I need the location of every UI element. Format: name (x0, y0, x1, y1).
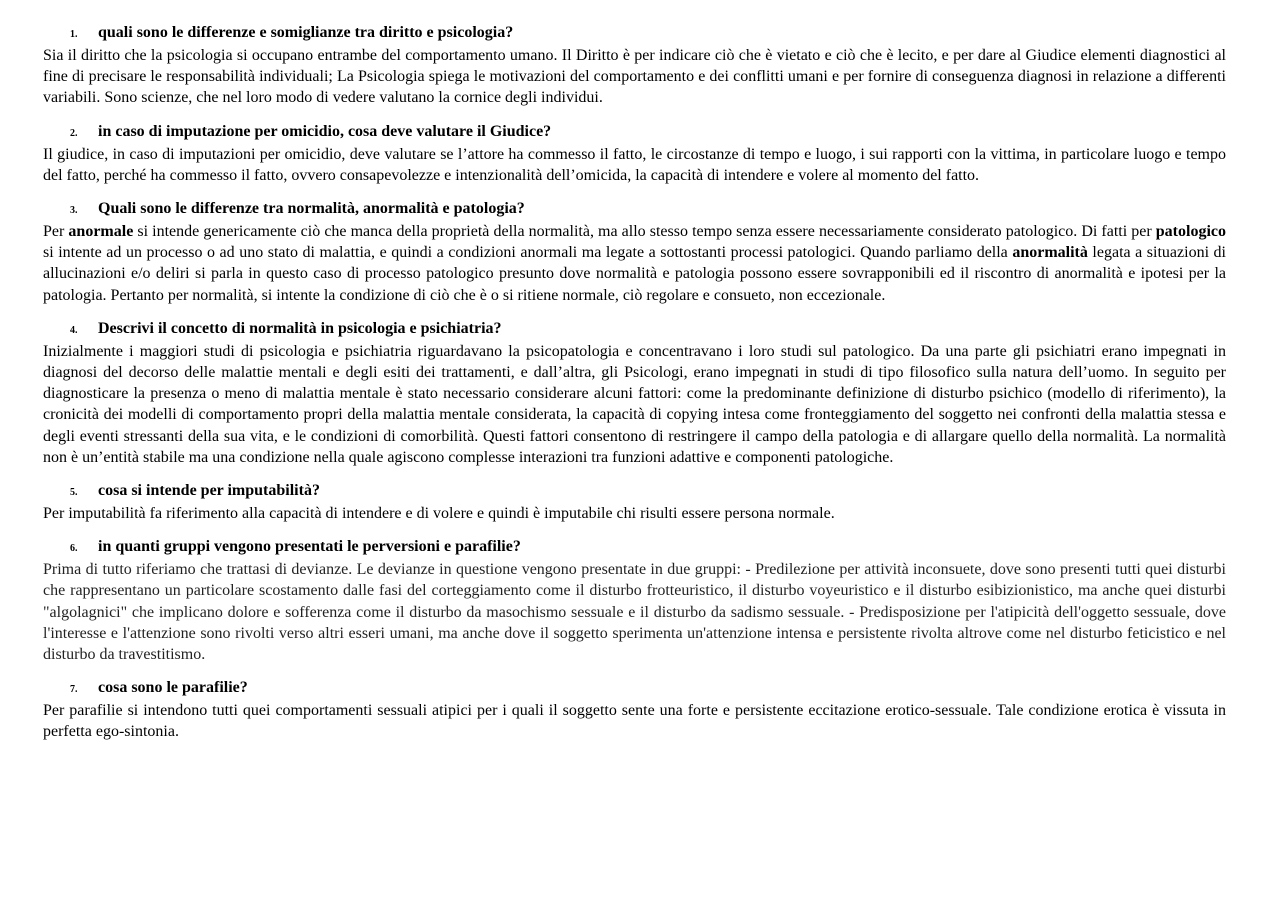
answer-text: legata a situazioni di allucinazioni e/o deliri si parla in questo caso di processo patologico presunto dove normalità e patologia possono essere sovrapponibili ed il riscontro di anormalità e ipotesi per la patologia. Pertanto per normalità, si intente la condizione di ciò che è o si ritiene normale, ciò regolare e consueto, non eccezionale. (43, 244, 1227, 304)
document-body (43, 22, 1226, 755)
list-number: 3. (70, 205, 78, 217)
qa-item-3 (43, 198, 1226, 306)
question-heading (43, 677, 1226, 700)
question-text: Descrivi il concetto di normalità in psicologia e psichiatria? (98, 319, 502, 337)
qa-item-6 (43, 536, 1226, 665)
answer-text: si intente ad un processo o ad uno stato di malattia, e quindi a condizioni anormali ma legate a sottostanti processi patologici. Quando parliamo della (43, 244, 1013, 262)
answer-bold-term: anormalità (1012, 244, 1088, 262)
answer-text: si intende genericamente ciò che manca della proprietà della normalità, ma allo stesso tempo senza essere necessariamente considerato patologico. Di fatti per (133, 223, 1156, 241)
answer-paragraph: Per parafilie si intendono tutti quei comportamenti sessuali atipici per i quali il soggetto sente una forte e persistente eccitazione erotico-sessuale. Tale condizione erotica è vissuta in perfetta ego-sintonia. (43, 702, 1226, 741)
question-heading (43, 22, 1226, 45)
answer-paragraph: Prima di tutto riferiamo che trattasi di devianze. Le devianze in questione vengono presentate in due gruppi: - Predilezione per attività inconsuete, dove sono presenti tutti quei disturbi che rappresentano un particolare scostamento dalle fasi del corteggiamento come il disturbo frotteuristico, il disturbo voyeuristico e il disturbo esibizionistico, ma anche quei disturbi "algolagnici" che implicano dolore e sofferenza come il disturbo da masochismo sessuale e il disturbo da sadismo sessuale. - Predisposizione per l'atipicità dell'oggetto sessuale, dove l'interesse e l'attenzione sono rivolti verso altri esseri umani, ma anche dove il soggetto sperimenta un'attenzione intensa e persistente rivolta altrove come nel disturbo feticistico e nel disturbo da travestitismo. (43, 561, 1226, 664)
answer-paragraph: Il giudice, in caso di imputazioni per omicidio, deve valutare se l’attore ha commesso il fatto, le circostanze di tempo e luogo, i sui rapporti con la vittima, in particolare luogo e tempo del fatto, perché ha commesso il fatto, ovvero consapevolezze e intenzionalità dell’omicida, la capacità di intendere e volere al momento del fatto. (43, 145, 1226, 184)
answer-paragraph (43, 221, 1226, 306)
list-number: 2. (70, 127, 78, 139)
list-number: 7. (70, 684, 78, 696)
question-heading (43, 121, 1226, 144)
qa-item-1 (43, 22, 1226, 109)
qa-item-5 (43, 480, 1226, 524)
list-number: 1. (70, 29, 78, 40)
answer-paragraph: Sia il diritto che la psicologia si occupano entrambe del comportamento umano. Il Diritto è per indicare ciò che è vietato e ciò che è lecito, e per dare al Giudice elementi diagnostici al fine di precisare le responsabilità individuali; La Psicologia spiega le motivazioni del comportamento e dei conflitti umani e per fornire di conseguenza diagnosi in relazione a differenti variabili. Sono scienze, che nel loro modo di vedere valutano la cornice degli individui. (43, 47, 1226, 107)
qa-item-4 (43, 318, 1226, 468)
qa-item-2 (43, 121, 1226, 186)
list-number: 5. (70, 487, 78, 499)
answer-bold-term: anormale (68, 223, 134, 241)
question-heading (43, 536, 1226, 559)
question-heading (43, 480, 1226, 503)
list-number: 6. (70, 543, 78, 555)
answer-text: Per (43, 223, 69, 241)
question-heading (43, 318, 1226, 341)
answer-bold-term: patologico (1155, 223, 1226, 241)
question-text: cosa sono le parafilie? (98, 679, 248, 697)
question-text: cosa si intende per imputabilità? (98, 482, 320, 500)
question-heading (43, 198, 1226, 221)
list-number: 4. (70, 324, 78, 336)
question-text: in caso di imputazione per omicidio, cosa deve valutare il Giudice? (98, 122, 552, 140)
question-text: in quanti gruppi vengono presentati le perversioni e parafilie? (98, 538, 521, 556)
question-text: quali sono le differenze e somiglianze tra diritto e psicologia? (98, 24, 514, 41)
answer-paragraph: Per imputabilità fa riferimento alla capacità di intendere e di volere e quindi è imputabile chi risulti essere persona normale. (43, 505, 835, 523)
qa-item-7 (43, 677, 1226, 742)
answer-paragraph: Inizialmente i maggiori studi di psicologia e psichiatria riguardavano la psicopatologia e concentravano i loro studi sul patologico. Da una parte gli psichiatri erano impegnati in diagnosi del decorso delle malattie mentali e degli esiti dei trattamenti, e dall’altra, gli Psicologi, erano impegnati in studi di tipo filosofico sulla natura dell’uomo. In seguito per diagnosticare la presenza o meno di malattia mentale è stato necessario considerare alcuni fattori: come la predominante definizione di disturbo psichico (modello di riferimento), la cronicità dei modelli di comportamento propri della malattia mentale considerata, la capacità di copying intesa come fronteggiamento del soggetto nei confronti della malattia stessa e degli eventi stressanti della sua vita, e le condizioni di comorbilità. Questi fattori consentono di restringere il campo della patologia e di allargare quello della normalità. La normalità non è un’entità stabile ma una condizione nella quale agiscono complesse interazioni tra funzioni adattive e componenti patologiche. (43, 342, 1226, 466)
question-text: Quali sono le differenze tra normalità, anormalità e patologia? (98, 200, 525, 218)
